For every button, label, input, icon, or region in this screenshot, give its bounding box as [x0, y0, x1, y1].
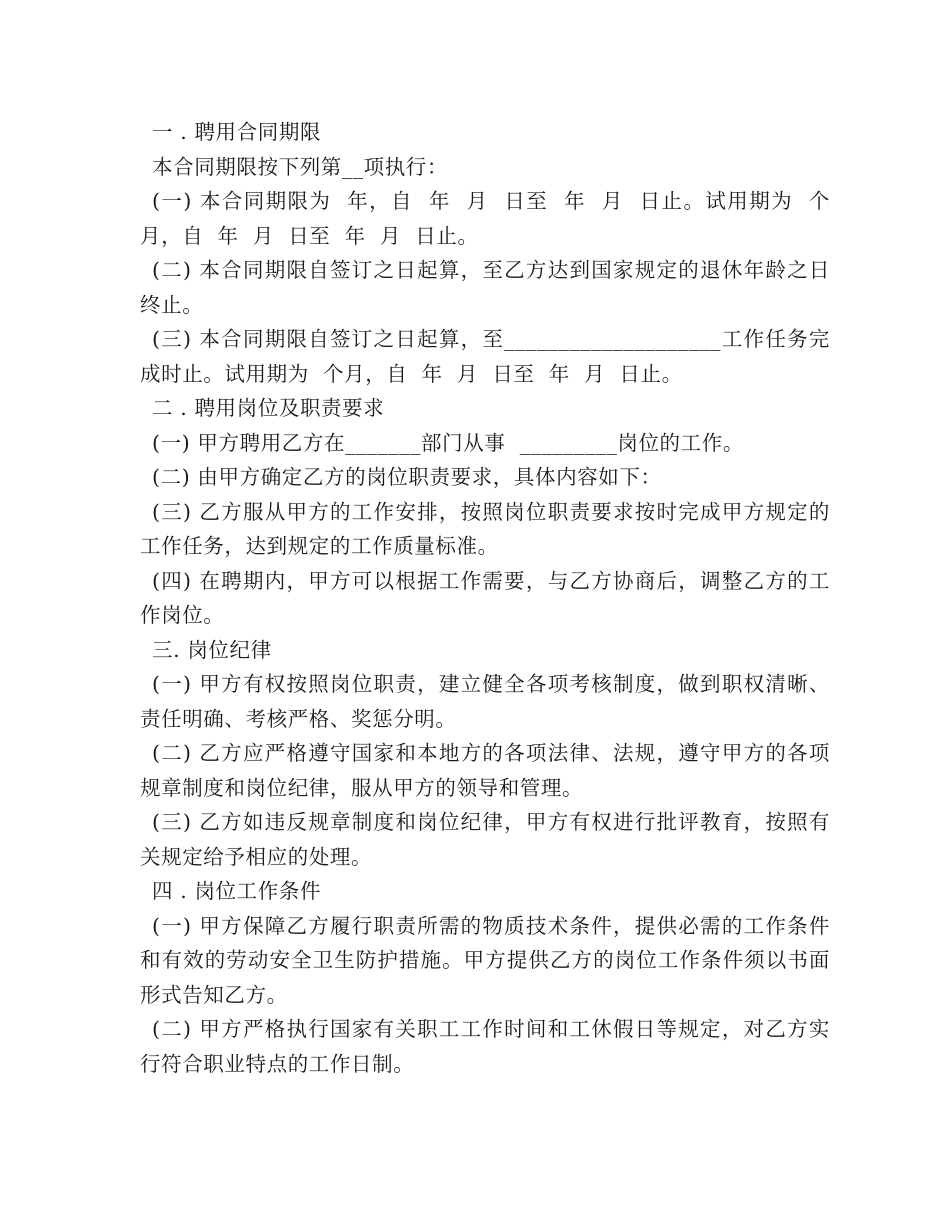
section-heading-3: 三. 岗位纪律: [152, 637, 272, 662]
section-heading-1: 一 . 聘用合同期限: [152, 120, 322, 144]
paragraph: (一) 甲方聘用乙方在_______部门从事 _________岗位的工作。: [152, 430, 744, 455]
section-heading-4: 四 . 岗位工作条件: [152, 879, 322, 903]
paragraph: (一) 甲方保障乙方履行职责所需的物质技术条件，提供必需的工作条件和有效的劳动安全卫生防护措施。甲方提供乙方的岗位工作条件须以书面形式告知乙方。: [140, 913, 830, 1007]
paragraph: (二) 由甲方确定乙方的岗位职责要求，具体内容如下：: [152, 465, 662, 489]
paragraph: (二) 甲方严格执行国家有关职工工作时间和工休假日等规定，对乙方实行符合职业特点的工作日制。: [140, 1017, 830, 1076]
paragraph: (三) 本合同期限自签订之日起算，至____________________工作任务完成时止。试用期为 个月，自 年 月 日至 年 月 日止。: [140, 327, 830, 386]
paragraph: (一) 本合同期限为 年，自 年 月 日至 年 月 日止。试用期为 个月，自 年 月 日至 年 月 日止。: [140, 189, 830, 248]
document-body: [140, 115, 830, 1081]
paragraph: (四) 在聘期内，甲方可以根据工作需要，与乙方协商后，调整乙方的工作岗位。: [140, 568, 830, 627]
paragraph: (一) 甲方有权按照岗位职责，建立健全各项考核制度，做到职权清晰、责任明确、考核严格、奖惩分明。: [140, 672, 830, 731]
paragraph: (三) 乙方服从甲方的工作安排，按照岗位职责要求按时完成甲方规定的工作任务，达到规定的工作质量标准。: [140, 499, 830, 558]
paragraph: (二) 乙方应严格遵守国家和本地方的各项法律、法规，遵守甲方的各项规章制度和岗位纪律，服从甲方的领导和管理。: [140, 741, 830, 800]
paragraph: (三) 乙方如违反规章制度和岗位纪律，甲方有权进行批评教育，按照有关规定给予相应的处理。: [140, 810, 830, 869]
paragraph: (二) 本合同期限自签订之日起算，至乙方达到国家规定的退休年龄之日终止。: [140, 258, 830, 317]
section-heading-2: 二 . 聘用岗位及职责要求: [152, 396, 385, 420]
paragraph: 本合同期限按下列第__项执行：: [152, 154, 448, 179]
